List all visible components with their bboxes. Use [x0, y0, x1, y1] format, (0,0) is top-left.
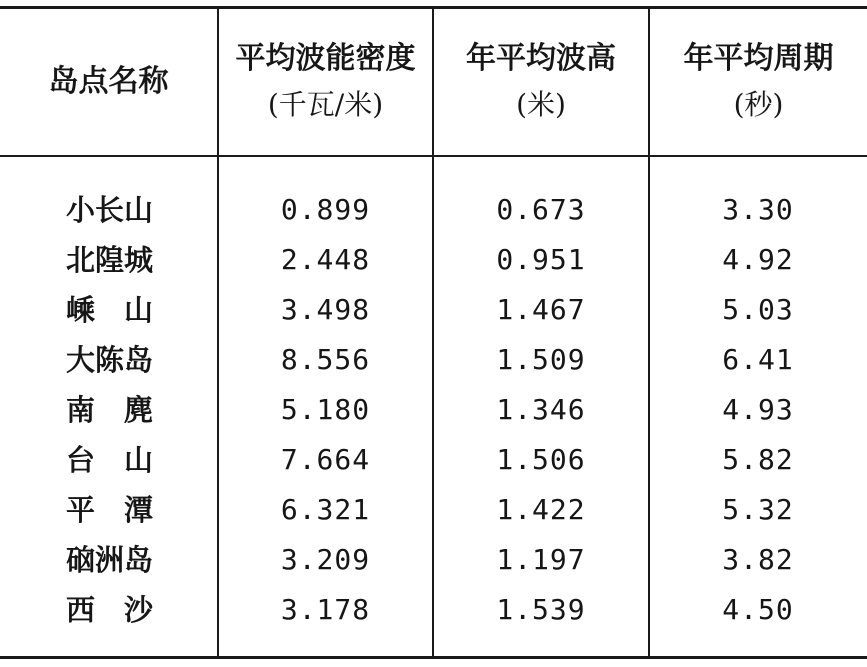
- wave-period-value: 4.50: [722, 593, 794, 626]
- header-wave-height: [434, 9, 648, 155]
- table-body: [0, 185, 867, 635]
- station-name: 硇洲岛: [66, 543, 154, 577]
- header-wave-period: [650, 9, 867, 155]
- wave-period-value: 6.41: [722, 343, 794, 376]
- table-row: [0, 585, 867, 635]
- table-row: [0, 185, 867, 235]
- header-energy-density: [219, 9, 432, 155]
- header-unit: (千瓦/米): [267, 88, 384, 121]
- wave-period-value: 4.92: [722, 243, 794, 276]
- wave-period-value: 5.03: [722, 293, 794, 326]
- table-row: [0, 385, 867, 435]
- table-row: [0, 435, 867, 485]
- table-row: [0, 535, 867, 585]
- header-station-name: [0, 9, 217, 155]
- table-row: [0, 485, 867, 535]
- header-unit: (秒): [733, 88, 784, 121]
- energy-density-value: 5.180: [280, 393, 371, 426]
- energy-density-value: 0.899: [280, 193, 371, 226]
- wave-height-value: 0.951: [496, 243, 586, 276]
- wave-height-value: 1.509: [496, 343, 586, 376]
- header-title: 平均波能密度: [235, 41, 416, 76]
- station-name: 台 山: [66, 443, 154, 477]
- wave-height-value: 1.467: [496, 293, 586, 326]
- wave-period-value: 4.93: [722, 393, 794, 426]
- wave-period-value: 5.32: [722, 493, 794, 526]
- wave-height-value: 1.422: [496, 493, 586, 526]
- station-name: 小长山: [66, 193, 154, 227]
- header-title: 年平均周期: [683, 41, 834, 76]
- wave-height-value: 1.197: [496, 543, 586, 576]
- energy-density-value: 3.178: [280, 593, 371, 626]
- header-title: 年平均波高: [466, 41, 616, 76]
- station-name: 嵊 山: [66, 293, 154, 327]
- table-row: [0, 235, 867, 285]
- wave-height-value: 0.673: [496, 193, 586, 226]
- station-name: 大陈岛: [66, 343, 154, 377]
- table-row: [0, 285, 867, 335]
- energy-density-value: 3.498: [280, 293, 371, 326]
- station-name: 北隍城: [66, 243, 154, 277]
- wave-period-value: 3.30: [722, 193, 794, 226]
- energy-density-value: 7.664: [280, 443, 371, 476]
- energy-density-value: 8.556: [280, 343, 371, 376]
- table-row: [0, 335, 867, 385]
- wave-period-value: 5.82: [722, 443, 794, 476]
- wave-height-value: 1.539: [496, 593, 586, 626]
- wave-period-value: 3.82: [722, 543, 794, 576]
- header-title: 岛点名称: [48, 64, 169, 99]
- energy-density-value: 6.321: [280, 493, 371, 526]
- station-name: 西 沙: [66, 593, 154, 627]
- wave-height-value: 1.506: [496, 443, 586, 476]
- header-unit: (米): [516, 88, 566, 121]
- wave-height-value: 1.346: [496, 393, 586, 426]
- energy-density-value: 3.209: [280, 543, 371, 576]
- station-name: 南 麂: [66, 393, 154, 427]
- station-name: 平 潭: [66, 493, 154, 527]
- energy-density-value: 2.448: [280, 243, 371, 276]
